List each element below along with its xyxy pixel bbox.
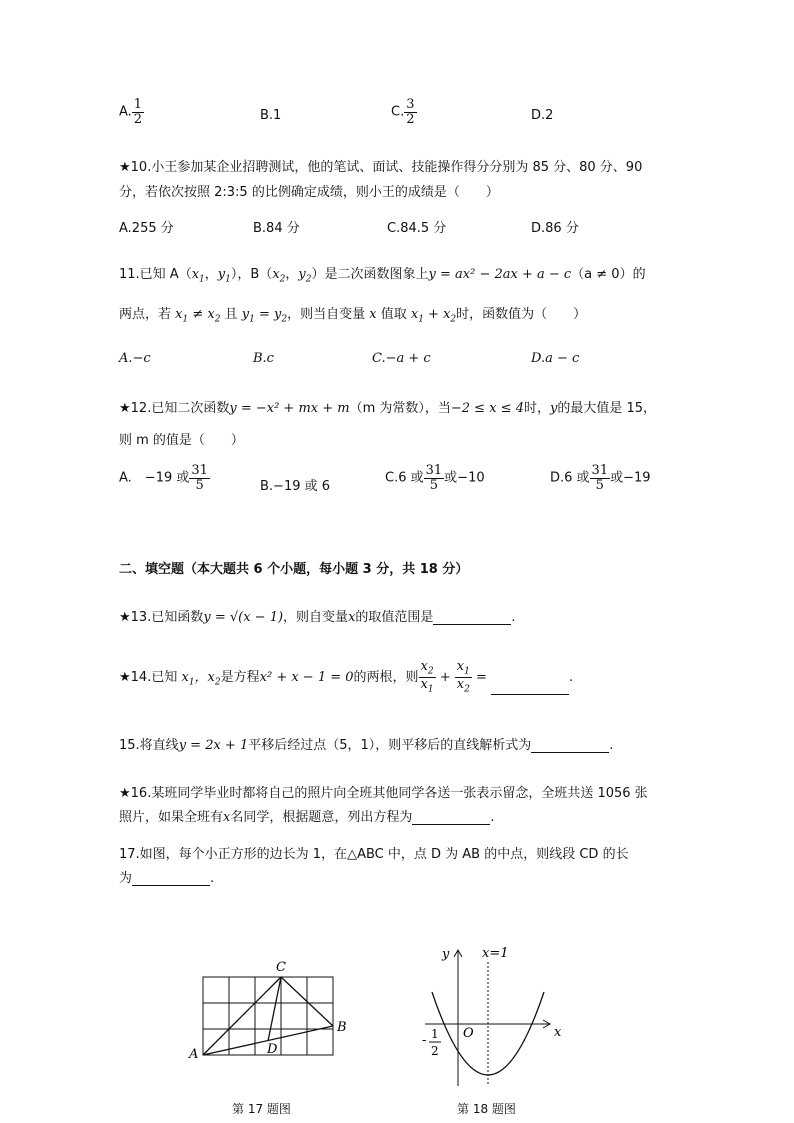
text: . [511, 610, 516, 625]
label-frac-num: 1 [431, 1027, 439, 1041]
q12-option-b: B.−19 或 6 [260, 479, 331, 494]
q11-line1: 11.已知 $A(x_1$，$y_1$），$B(x_2$，$y_2$）是二次函数图象上y = ax² − 2ax + a − c（a ≠ 0）的 [119, 267, 646, 285]
figure-17-caption: 第 17 题图 [232, 1102, 291, 1116]
text: 为 [119, 871, 133, 886]
label-b: B [337, 1020, 347, 1035]
text: 时， [523, 401, 550, 416]
answer-blank[interactable] [412, 810, 490, 825]
math: + [435, 670, 455, 686]
fraction [590, 464, 611, 492]
math: $x_1$，$x_2$ [177, 670, 221, 688]
text: 值取 [380, 307, 407, 322]
numerator: 3 [406, 97, 415, 112]
text: . [210, 871, 215, 886]
math: x [365, 307, 381, 322]
fraction [419, 660, 436, 695]
q9-option-b: B.1 [260, 108, 282, 123]
inequality: −2 ≤ x ≤ 4 [450, 401, 524, 416]
equation: y = −x² + mx + m [229, 401, 350, 416]
text: 15.将直线 [119, 738, 179, 753]
q12-option-a [119, 464, 210, 492]
text: ★13.已知函数 [119, 610, 204, 625]
numerator: 31 [425, 463, 443, 478]
q16-line2 [119, 806, 495, 825]
q12-option-d [550, 464, 651, 492]
label-neg-sign: - [422, 1033, 427, 1048]
text: . [569, 670, 574, 686]
q11-option-a: A.−c [119, 351, 151, 366]
text: （a ≠ 0）的 [571, 267, 646, 282]
math: $x_2$ [272, 267, 286, 285]
numerator: $x_1$ [456, 659, 470, 677]
q9-option-c [391, 98, 417, 126]
q10-option-b: B.84 分 [253, 221, 300, 236]
math: $y_2$ [298, 267, 312, 285]
text: 或−10 [444, 470, 485, 486]
q9-option-a [119, 98, 144, 126]
q11-option-b: B.c [253, 351, 274, 366]
text: 照片，如果全班有 [119, 810, 224, 825]
figure-18-caption: 第 18 题图 [457, 1102, 516, 1116]
numerator: 31 [191, 463, 208, 478]
q11-line2 [119, 303, 586, 325]
text: C.6 或 [385, 470, 424, 486]
label-c: C [276, 960, 286, 975]
denominator: 5 [195, 477, 204, 493]
answer-blank[interactable] [491, 680, 569, 695]
numerator: $x_2$ [420, 659, 434, 677]
q12-line2: 则 m 的值是（ ） [119, 433, 244, 448]
text: 的取值范围是 [355, 610, 434, 625]
text: D.6 或 [550, 470, 590, 486]
fraction [404, 98, 416, 126]
text: ，则自变量 [283, 610, 349, 625]
answer-blank[interactable] [433, 610, 511, 625]
q9-option-d: D.2 [531, 108, 554, 123]
q16-line1: ★16.某班同学毕业时都将自己的照片向全班其他同学各送一张表示留念，全班共送 1056 张 [119, 786, 648, 801]
math: y [550, 401, 558, 416]
math: $y_1$ [217, 267, 231, 285]
q14 [119, 660, 573, 695]
equation: x² + x − 1 = 0 [259, 670, 354, 686]
label-axis: x=1 [482, 946, 509, 961]
text: 11.已知 A（ [119, 267, 192, 282]
fraction [132, 98, 144, 126]
numerator: 1 [133, 97, 143, 112]
denominator: $x_1$ [420, 677, 434, 695]
text: 两点，若 [119, 307, 172, 322]
label-x: x [554, 1025, 562, 1040]
fraction [455, 660, 472, 695]
math: x [223, 810, 231, 825]
text: 的最大值是 15， [557, 401, 657, 416]
math: $x_1 + x_2$ [406, 307, 457, 325]
q10-option-d: D.86 分 [531, 221, 579, 236]
text: 是方程 [220, 670, 260, 686]
q11-option-c: C.−a + c [372, 351, 431, 366]
q17-line2 [119, 867, 214, 886]
q10-option-c: C.84.5 分 [387, 221, 447, 236]
math: = [471, 670, 492, 686]
text: ，则当自变量 [287, 307, 366, 322]
fraction [424, 464, 445, 492]
label-frac-den: 2 [431, 1044, 439, 1058]
text: 名同学，根据题意，列出方程为 [230, 810, 413, 825]
q15 [119, 734, 613, 753]
math: x [348, 610, 356, 625]
math: $y_1 = y_2$ [237, 307, 288, 325]
math: $x_1 \ne x_2$ [171, 307, 221, 325]
label-d: D [267, 1042, 278, 1057]
text: ★12.已知二次函数 [119, 401, 230, 416]
text: （m 为常数），当 [349, 401, 451, 416]
figure-18 [420, 940, 580, 1090]
text: ）是二次函数图象上 [311, 267, 429, 282]
text: ★14.已知 [119, 670, 178, 686]
option-label: C. [391, 104, 405, 120]
q10-line1: ★10.小王参加某企业招聘测试，他的笔试、面试、技能操作得分分别为 85 分、80 分、90 [119, 160, 643, 175]
text: A. −19 或 [119, 470, 190, 486]
denominator: 5 [429, 477, 439, 493]
denominator: 2 [406, 111, 415, 127]
equation: y = ax² − 2ax + a − c [428, 267, 572, 282]
text: 时，函数值为（ ） [456, 307, 587, 322]
q12-option-c [385, 464, 485, 492]
math: $x_1$ [191, 267, 205, 285]
denominator: $x_2$ [456, 677, 470, 695]
equation: y = √(x − 1) [203, 610, 284, 625]
q11-option-d: D.a − c [531, 351, 580, 366]
figure-17 [185, 955, 355, 1065]
text: 且 [224, 307, 238, 322]
text: 平移后经过点（5，1），则平移后的直线解析式为 [248, 738, 532, 753]
numerator: 31 [591, 463, 609, 478]
denominator: 2 [133, 111, 143, 127]
label-y: y [442, 947, 450, 962]
answer-blank[interactable] [132, 871, 210, 886]
label-origin: O [463, 1026, 474, 1041]
option-label: A. [119, 104, 132, 120]
q13 [119, 606, 516, 625]
section-heading: 二、填空题（本大题共 6 个小题，每小题 3 分，共 18 分） [119, 562, 469, 577]
text: ），B（ [230, 267, 273, 282]
fraction [189, 464, 210, 492]
q17-line1: 17.如图，每个小正方形的边长为 1，在△ABC 中，点 D 为 AB 的中点，则线段 CD 的长 [119, 847, 629, 862]
text: 的两根，则 [353, 670, 419, 686]
text: . [490, 810, 495, 825]
denominator: 5 [595, 477, 604, 493]
text: 或−19 [610, 470, 651, 486]
answer-blank[interactable] [531, 738, 609, 753]
label-a: A [189, 1047, 199, 1062]
text: . [609, 738, 614, 753]
equation: y = 2x + 1 [178, 738, 249, 753]
q12-line1 [119, 397, 656, 416]
q10-line2: 分，若依次按照 2:3:5 的比例确定成绩，则小王的成绩是（ ） [119, 185, 499, 200]
q10-option-a: A.255 分 [119, 221, 174, 236]
